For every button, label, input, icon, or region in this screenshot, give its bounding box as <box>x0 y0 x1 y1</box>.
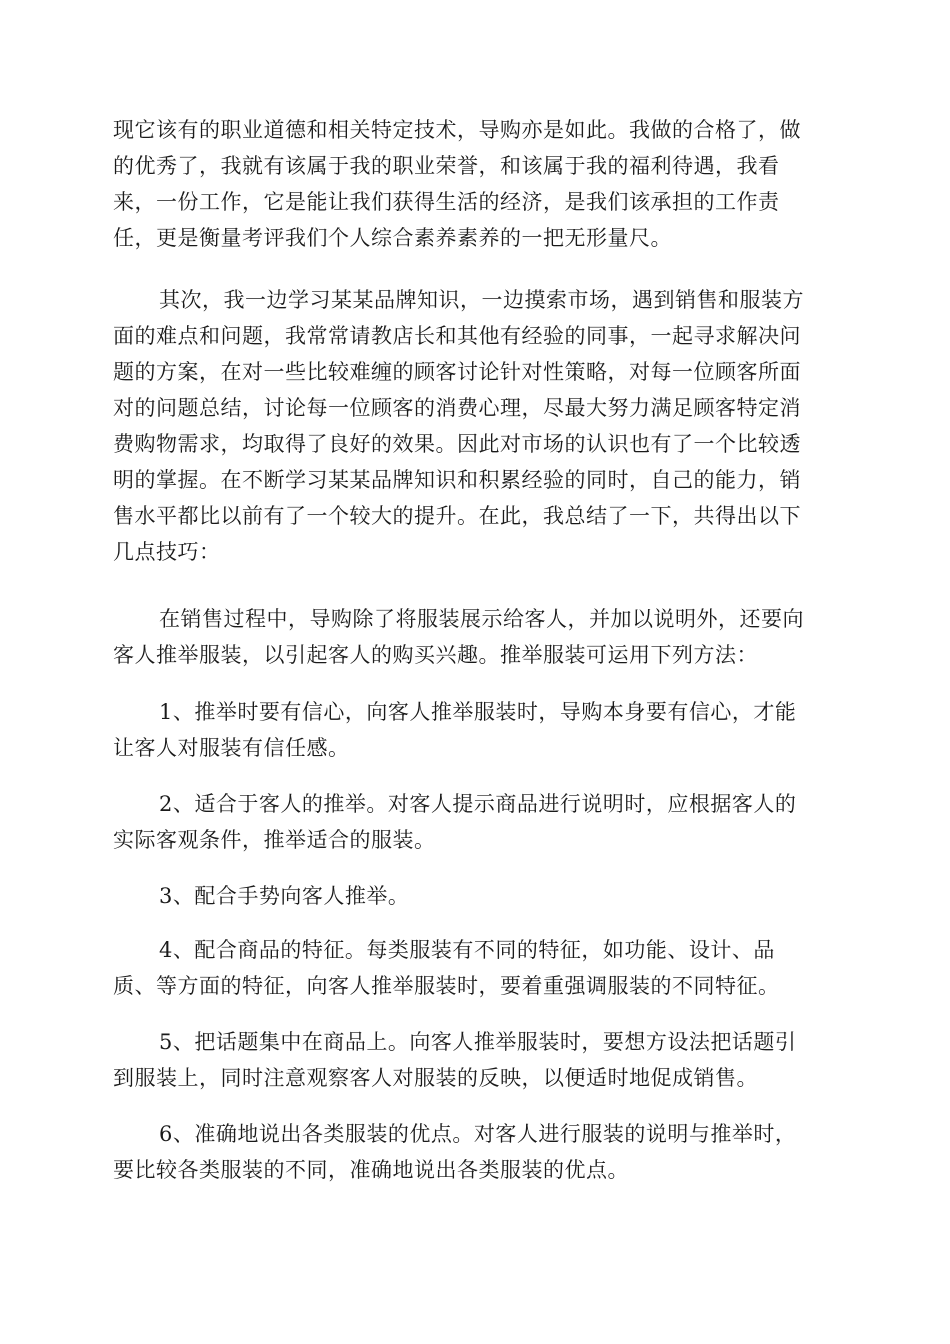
text-line: 实际客观条件，推举适合的服装。 <box>113 828 436 852</box>
text-line: 4、配合商品的特征。每类服装有不同的特征，如功能、设计、品 <box>159 938 775 962</box>
list-item-6 <box>113 1116 838 1188</box>
list-item-3 <box>113 878 838 914</box>
paragraph-skills-intro <box>113 282 838 570</box>
text-line: 2、适合于客人的推举。对客人提示商品进行说明时，应根据客人的 <box>159 792 797 816</box>
text-line: 3、配合手势向客人推举。 <box>159 884 410 908</box>
text-line: 让客人对服装有信任感。 <box>113 736 350 760</box>
list-item-1 <box>113 694 838 766</box>
paragraph-recommend-methods <box>113 601 838 673</box>
text-line: 明的掌握。在不断学习某某品牌知识和积累经验的同时，自己的能力，销 <box>113 468 801 492</box>
text-line: 售水平都比以前有了一个较大的提升。在此，我总结了一下，共得出以下 <box>113 504 801 528</box>
paragraph-continuation <box>113 112 838 256</box>
text-line: 面的难点和问题，我常常请教店长和其他有经验的同事，一起寻求解决问 <box>113 324 801 348</box>
text-line: 费购物需求，均取得了良好的效果。因此对市场的认识也有了一个比较透 <box>113 432 801 456</box>
text-line: 6、准确地说出各类服装的优点。对客人进行服装的说明与推举时， <box>159 1122 797 1146</box>
list-item-4 <box>113 932 838 1004</box>
list-item-2 <box>113 786 838 858</box>
text-line: 其次，我一边学习某某品牌知识，一边摸索市场，遇到销售和服装方 <box>159 288 804 312</box>
text-line: 在销售过程中，导购除了将服装展示给客人，并加以说明外，还要向 <box>159 607 804 631</box>
text-line: 到服装上，同时注意观察客人对服装的反映，以便适时地促成销售。 <box>113 1066 758 1090</box>
text-line: 5、把话题集中在商品上。向客人推举服装时，要想方设法把话题引 <box>159 1030 797 1054</box>
text-line: 的优秀了，我就有该属于我的职业荣誉，和该属于我的福利待遇，我看 <box>113 154 780 178</box>
text-line: 现它该有的职业道德和相关特定技术，导购亦是如此。我做的合格了，做 <box>113 118 801 142</box>
text-line: 来，一份工作，它是能让我们获得生活的经济，是我们该承担的工作责 <box>113 190 780 214</box>
text-line: 质、等方面的特征，向客人推举服装时，要着重强调服装的不同特征。 <box>113 974 780 998</box>
list-item-5 <box>113 1024 838 1096</box>
text-line: 题的方案，在对一些比较难缠的顾客讨论针对性策略，对每一位顾客所面 <box>113 360 801 384</box>
text-line: 任，更是衡量考评我们个人综合素养素养的一把无形量尺。 <box>113 226 672 250</box>
text-line: 1、推举时要有信心，向客人推举服装时，导购本身要有信心，才能 <box>159 700 797 724</box>
text-line: 客人推举服装，以引起客人的购买兴趣。推举服装可运用下列方法： <box>113 643 758 667</box>
text-line: 几点技巧： <box>113 540 221 564</box>
text-line: 要比较各类服装的不同，准确地说出各类服装的优点。 <box>113 1158 629 1182</box>
text-line: 对的问题总结，讨论每一位顾客的消费心理，尽最大努力满足顾客特定消 <box>113 396 801 420</box>
